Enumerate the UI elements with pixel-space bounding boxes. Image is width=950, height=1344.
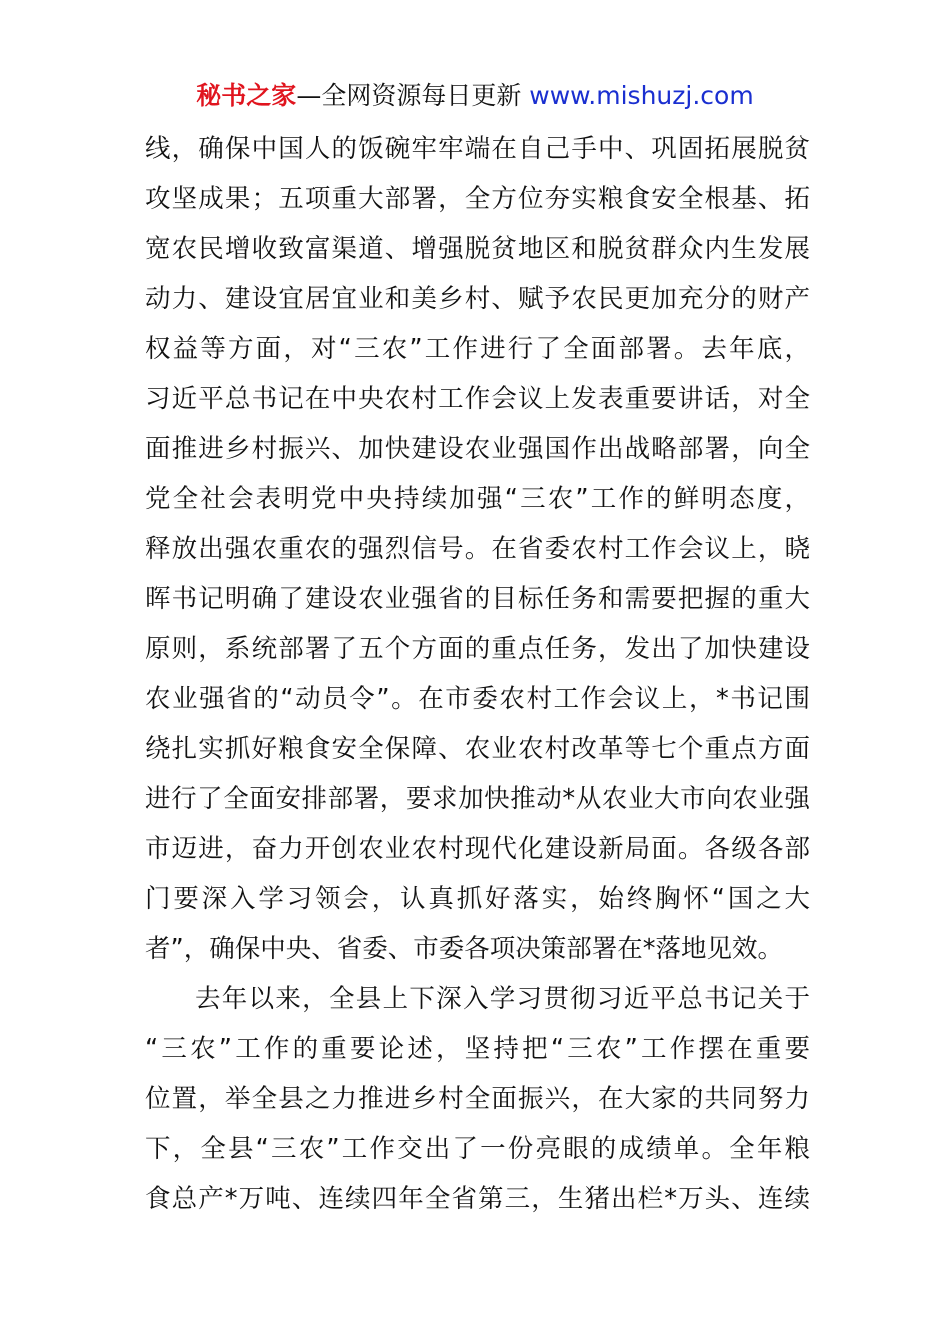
- page-header: [0, 78, 950, 114]
- text-line: 习近平总书记在中央农村工作会议上发表重要讲话，对全: [145, 384, 810, 414]
- paragraph: [145, 124, 810, 974]
- text-line: 农业强省的“动员令”。在市委农村工作会议上，*书记围: [145, 684, 810, 714]
- text-line: 食总产*万吨、连续四年全省第三，生猪出栏*万头、连续: [145, 1184, 810, 1214]
- header-tagline: —全网资源每日更新: [296, 81, 530, 110]
- text-line: 位置，举全县之力推进乡村全面振兴，在大家的共同努力: [145, 1084, 810, 1114]
- text-line: 市迈进，奋力开创农业农村现代化建设新局面。各级各部: [145, 834, 810, 864]
- text-line: 释放出强农重农的强烈信号。在省委农村工作会议上，晓: [145, 534, 810, 564]
- text-line: 权益等方面，对“三农”工作进行了全面部署。去年底，: [145, 334, 810, 364]
- text-line: 动力、建设宜居宜业和美乡村、赋予农民更加充分的财产: [145, 284, 810, 314]
- text-line: 门要深入学习领会，认真抓好落实，始终胸怀“国之大: [145, 884, 810, 914]
- header-brand: 秘书之家: [196, 81, 297, 110]
- text-line: 晖书记明确了建设农业强省的目标任务和需要把握的重大: [145, 584, 810, 614]
- text-line: “三农”工作的重要论述，坚持把“三农”工作摆在重要: [145, 1034, 810, 1064]
- document-body: [145, 124, 810, 1224]
- text-line: 攻坚成果；五项重大部署，全方位夯实粮食安全根基、拓: [145, 184, 810, 214]
- paragraph: [145, 974, 810, 1224]
- text-line: 原则，系统部署了五个方面的重点任务，发出了加快建设: [145, 634, 810, 664]
- text-line: 宽农民增收致富渠道、增强脱贫地区和脱贫群众内生发展: [145, 234, 810, 264]
- text-line: 绕扎实抓好粮食安全保障、农业农村改革等七个重点方面: [145, 734, 810, 764]
- text-line: 面推进乡村振兴、加快建设农业强国作出战略部署，向全: [145, 434, 810, 464]
- text-line: 党全社会表明党中央持续加强“三农”工作的鲜明态度，: [145, 484, 810, 514]
- text-line: 进行了全面安排部署，要求加快推动*从农业大市向农业强: [145, 784, 810, 814]
- text-line: 线，确保中国人的饭碗牢牢端在自己手中、巩固拓展脱贫: [145, 134, 810, 164]
- text-line: 者”，确保中央、省委、市委各项决策部署在*落地见效。: [145, 934, 783, 964]
- text-line: 去年以来，全县上下深入学习贯彻习近平总书记关于: [195, 984, 810, 1014]
- text-line: 下，全县“三农”工作交出了一份亮眼的成绩单。全年粮: [145, 1134, 810, 1164]
- header-site-url: www.mishuzj.com: [529, 81, 754, 110]
